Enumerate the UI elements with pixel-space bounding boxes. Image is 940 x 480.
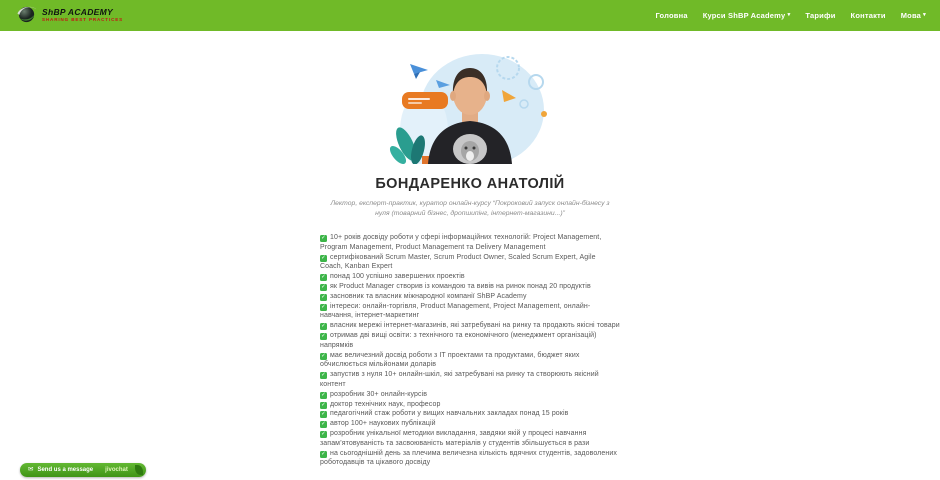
bio-item: ✓ розробник унікальної методики викладання, завдяки якій у процесі навчання запам’ятовуваність та засвоюваність матеріалів у студентів збільшується в рази: [320, 429, 590, 447]
bio-item: ✓ як Product Manager створив із командою та вивів на ринок понад 20 продуктів: [321, 282, 591, 290]
check-icon: ✓: [321, 235, 326, 241]
check-icon: ✓: [321, 293, 326, 300]
chevron-down-icon: ▾: [787, 12, 791, 19]
bio-item: ✓ запустив з нуля 10+ онлайн-шкіл, які затребувані на ринку та створюють якісний контент: [320, 371, 599, 388]
header: [0, 0, 940, 31]
check-icon: ✓: [321, 401, 326, 408]
bio-item: ✓ сертифікований Scrum Master, Scrum Product Owner, Scaled Scrum Expert, Agile Coach, Kanban Expert: [320, 253, 596, 271]
check-icon: ✓: [321, 303, 326, 310]
nav-item-pricing[interactable]: Тарифи: [805, 11, 836, 20]
bio-item: ✓ на сьогоднішній день за плечима величезна кількість вдячних студентів, задоволених роботодавців та цікавого досвіду: [320, 449, 617, 467]
check-icon: ✓: [321, 332, 326, 339]
chevron-down-icon: ▾: [923, 12, 926, 19]
envelope-icon: ✉: [28, 465, 34, 473]
check-icon: ✓: [321, 391, 326, 398]
check-icon: ✓: [321, 283, 326, 290]
bio-item: ✓ педагогічний стаж роботи у вищих навчальних закладах понад 15 років: [321, 410, 569, 418]
bio-item: ✓ автор 100+ наукових публікацій: [321, 420, 436, 428]
bio-item: ✓ доктор технічних наук, професор: [321, 400, 441, 408]
bio-item: ✓ розробник 30+ онлайн-курсів: [321, 390, 428, 398]
bio-item: ✓ засновник та власник міжнародної компанії ShBP Academy: [321, 292, 527, 300]
bio-item: ✓ інтереси: онлайн-торгівля, Product Management, Project Management, онлайн-навчання, інтернет-маркетинг: [320, 302, 591, 320]
check-icon: ✓: [321, 274, 326, 281]
check-icon: ✓: [321, 421, 326, 428]
main-nav: [655, 11, 926, 20]
nav-item-contacts[interactable]: Контакти: [850, 11, 886, 20]
check-icon: ✓: [321, 323, 326, 330]
check-icon: ✓: [321, 430, 326, 437]
bio-item: ✓ отримав дві вищі освіти: з технічного та економічного (менеджмент організацій) напрямків: [320, 331, 597, 349]
nav-item-home[interactable]: Головна: [655, 11, 688, 20]
profile-name: БОНДАРЕНКО АНАТОЛІЙ: [375, 176, 565, 192]
chat-message: Send us a message: [37, 467, 94, 473]
check-icon: ✓: [321, 372, 326, 379]
nav-item-courses[interactable]: Курси ShBP Academy ▾: [702, 11, 791, 20]
bio-list: [320, 233, 620, 468]
leaf-icon: [135, 465, 143, 475]
bio-item: ✓ 10+ років досвіду роботи у сфері інформаційних технологій: Project Management, Program Management, Product Management та Delivery Management: [320, 234, 602, 251]
globe-logo-icon: [16, 3, 37, 29]
chat-widget[interactable]: [20, 463, 146, 477]
check-icon: ✓: [321, 411, 326, 418]
logo[interactable]: [16, 3, 123, 29]
bio-item: ✓ має величезний досвід роботи з ІТ проектами та продуктами, бюджет яких обчислюється мільйонами доларів: [320, 351, 580, 369]
profile-subtitle: Лектор, експерт-практик, куратор онлайн-курсу “Покроковий запуск онлайн-бізнесу з нуля (товарний бізнес, дропшипінг, інтернет-магазини...)”: [330, 200, 610, 217]
nav-item-language[interactable]: Мова ▾: [900, 11, 926, 20]
logo-title: ShBP ACADEMY: [42, 7, 113, 18]
check-icon: ✓: [321, 450, 326, 457]
logo-tagline: SHARING BEST PRACTICES: [42, 17, 124, 23]
check-icon: ✓: [321, 352, 326, 359]
bio-item: ✓ власник мережі інтернет-магазинів, які затребувані на ринку та продають якісні товари: [321, 322, 620, 330]
chat-brand: jivochat: [105, 467, 128, 473]
bio-item: ✓ понад 100 успішно завершених проектів: [321, 273, 465, 281]
profile-photo: [384, 52, 556, 164]
profile-section: [320, 31, 620, 468]
check-icon: ✓: [321, 254, 326, 261]
